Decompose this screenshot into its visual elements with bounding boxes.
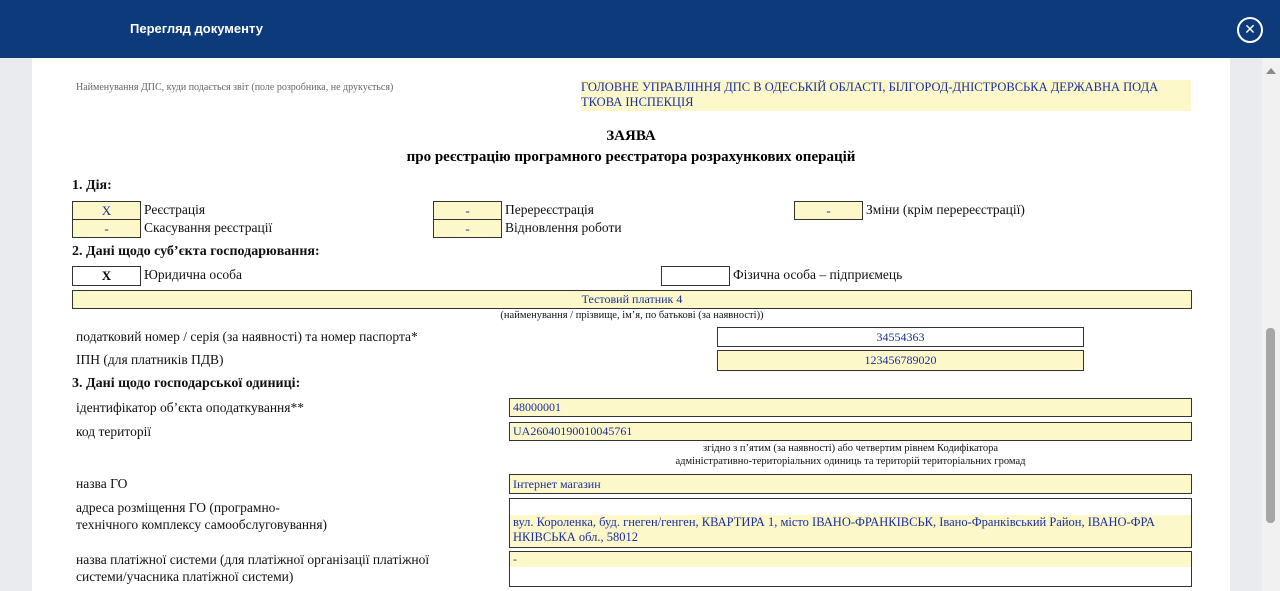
header-bar — [0, 0, 1280, 58]
address-field[interactable] — [509, 498, 1192, 548]
ipn-label: ІПН (для платників ПДВ) — [76, 352, 224, 367]
action-checkbox-changes[interactable]: - — [794, 201, 863, 220]
section1-heading: 1. Дія: — [72, 178, 112, 193]
territory-label: код території — [76, 424, 152, 439]
object-id-field[interactable]: 48000001 — [509, 398, 1192, 417]
payment-system-value: - — [510, 552, 1191, 567]
close-icon[interactable]: ✕ — [1237, 17, 1263, 43]
address-value-line1: вул. Короленка, буд. гнеген/генген, КВАРТИРА 1, місто ІВАНО-ФРАНКІВСЬК, Івано-Франківський Район, ІВАНО-ФРА — [513, 515, 1155, 529]
payment-label-line1: назва платіжної системи (для платіжної організації платіжної — [76, 552, 430, 567]
dps-value-line2: ТКОВА ІНСПЕКЦІЯ — [581, 95, 694, 109]
action-label-changes: Зміни (крім перереєстрації) — [866, 202, 1025, 217]
go-name-field[interactable]: Інтернет магазин — [509, 474, 1192, 494]
territory-hint-line1: згідно з п’ятим (за наявності) або четвертим рівнем Кодифікатора — [702, 443, 999, 454]
scrollbar-thumb[interactable] — [1266, 328, 1275, 523]
doc-title: ЗАЯВА — [606, 128, 656, 144]
section3-heading: 3. Дані щодо господарської одиниці: — [72, 376, 301, 391]
legal-entity-checkbox[interactable]: X — [72, 266, 141, 286]
taxpayer-name-hint: (найменування / прізвище, ім’я, по батькові (за наявності)) — [500, 310, 764, 321]
payment-label-line2: системи/учасника платіжної системи) — [76, 569, 294, 584]
doc-subtitle: про реєстрацію програмного реєстратора розрахункових операцій — [406, 149, 856, 165]
action-checkbox-cancel[interactable]: - — [72, 219, 141, 238]
action-label-registration: Реєстрація — [144, 202, 206, 217]
ipn-field[interactable]: 123456789020 — [717, 350, 1084, 371]
action-label-reregistration: Перереєстрація — [505, 202, 595, 217]
individual-label: Фізична особа – підприємець — [733, 267, 903, 282]
legal-entity-label: Юридична особа — [144, 267, 243, 282]
action-checkbox-registration[interactable]: X — [72, 201, 141, 220]
left-gutter — [0, 58, 32, 591]
address-value — [510, 515, 1191, 547]
territory-hint-line2: адміністративно-територіальних одиниць та територій територіальних громад — [675, 456, 1026, 467]
address-value-line2: НКІВСЬКА обл., 58012 — [513, 530, 639, 544]
individual-checkbox[interactable] — [661, 266, 730, 286]
document-view — [32, 58, 1230, 591]
action-checkbox-reregistration[interactable]: - — [433, 201, 502, 220]
tax-number-field[interactable]: 34554363 — [717, 327, 1084, 347]
tax-number-label: податковий номер / серія (за наявності) та номер паспорта* — [76, 329, 418, 344]
address-label-line1: адреса розміщення ГО (програмно- — [76, 500, 280, 515]
go-name-label: назва ГО — [76, 476, 128, 491]
page-title: Перегляд документу — [130, 21, 263, 36]
dps-field — [581, 80, 1191, 111]
address-label-line2: технічного комплексу самообслуговування) — [76, 517, 328, 532]
object-id-label: ідентифікатор об’єкта оподаткування** — [76, 400, 304, 415]
territory-field[interactable]: UA26040190010045761 — [509, 422, 1192, 441]
section2-heading: 2. Дані щодо суб’єкта господарювання: — [72, 244, 320, 259]
payment-system-field[interactable] — [509, 551, 1192, 587]
dps-value-line1: ГОЛОВНЕ УПРАВЛІННЯ ДПС В ОДЕСЬКІЙ ОБЛАСТІ, БІЛГОРОД-ДНІСТРОВСЬКА ДЕРЖАВНА ПОДА — [581, 80, 1159, 94]
dps-hint: Найменування ДПС, куди подається звіт (поле розробника, не друкується) — [76, 82, 394, 93]
scroll-up-arrow-icon[interactable] — [1266, 68, 1276, 74]
scrollbar[interactable] — [1262, 58, 1280, 591]
taxpayer-name-field[interactable]: Тестовий платник 4 — [72, 290, 1192, 309]
action-checkbox-restore[interactable]: - — [433, 219, 502, 238]
action-label-restore: Відновлення роботи — [505, 220, 622, 235]
action-label-cancel: Скасування реєстрації — [144, 220, 273, 235]
